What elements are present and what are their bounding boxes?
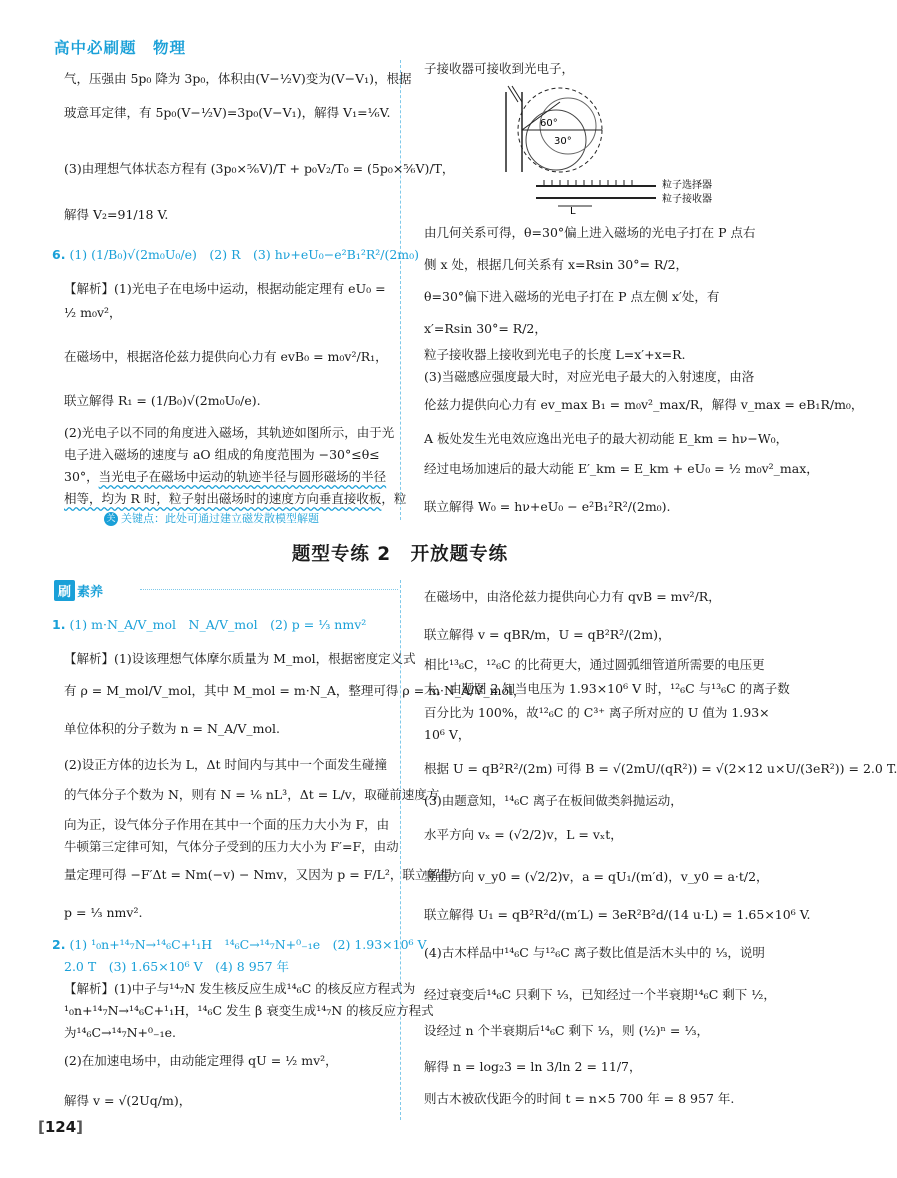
text-span: 30°， [64, 469, 99, 484]
selector-label: 粒子选择器 [662, 180, 712, 191]
text-line: 联立解得 W₀ = hν+eU₀ − e²B₁²R²/(2m₀). [424, 499, 671, 514]
answer-summary-cont: 2.0 T (3) 1.65×10⁶ V (4) 8 957 年 [64, 959, 290, 974]
text-line: 【解析】(1)设该理想气体摩尔质量为 M_mol，根据密度定义式 [64, 651, 416, 666]
text-line: A 板处发生光电效应逸出光电子的最大初动能 E_km = hν−W₀， [424, 431, 789, 446]
text-line: 联立解得 R₁ = (1/B₀)√(2m₀U₀/e). [64, 393, 261, 408]
text-span: ，粒 [381, 491, 407, 506]
text-line: 相比¹³₆C，¹²₆C 的比荷更大，通过圆弧细管道所需要的电压更 [424, 657, 765, 672]
angle-label: 60° [540, 118, 558, 129]
text-line [64, 490, 406, 508]
tab-dotted-rule [140, 589, 398, 590]
page-number-value: 124 [44, 1118, 77, 1136]
text-line: 单位体积的分子数为 n = N_A/V_mol. [64, 721, 280, 736]
question-number: 6. [52, 247, 66, 262]
text-line: 【解析】(1)中子与¹⁴₇N 发生核反应生成¹⁴₆C 的核反应方程式为 [64, 981, 416, 996]
text-line: 在磁场中，根据洛伦兹力提供向心力有 evB₀ = m₀v²/R₁， [64, 349, 388, 364]
key-point-icon: 关 [104, 512, 118, 526]
text-line: 经过衰变后¹⁴₆C 只剩下 ⅓，已知经过一个半衰期¹⁴₆C 剩下 ½， [424, 987, 776, 1002]
answer-summary: (1) (1/B₀)√(2m₀U₀/e) (2) R (3) hν+eU₀−e²B₁²R²/(2m₀) [69, 247, 420, 262]
text-line: (2)设正方体的边长为 L，Δt 时间内与其中一个面发生碰撞 [64, 757, 388, 772]
text-line: 气，压强由 5p₀ 降为 3p₀，体积由(V−½V)变为(V−V₁)，根据 [64, 71, 412, 86]
text-line: 解得 V₂=91/18 V. [64, 207, 169, 222]
text-line: (4)古木样品中¹⁴₆C 与¹²₆C 离子数比值是活木头中的 ⅓，说明 [424, 945, 765, 960]
text-line: 粒子接收器上接收到光电子的长度 L=x′+x=R. [424, 347, 686, 362]
text-line: 向为正，设气体分子作用在其中一个面的压力大小为 F，由 [64, 817, 390, 832]
text-line: 联立解得 U₁ = qB²R²d/(m′L) = 3eR²B²d/(14 u·L) = 1.65×10⁶ V. [424, 907, 811, 922]
text-line: 【解析】(1)光电子在电场中运动，根据动能定理有 eU₀ = [64, 281, 386, 296]
text-line: (2)在加速电场中，由动能定理得 qU = ½ mv²， [64, 1053, 338, 1068]
highlighted-text: 当光电子在磁场中运动的轨迹半径与圆形磁场的半径 [98, 469, 387, 484]
text-line: (2)光电子以不同的角度进入磁场，其轨迹如图所示，由于光 [64, 425, 395, 440]
length-label: L [570, 206, 576, 217]
text-line: 解得 n = log₂3 = ln 3/ln 2 = 11/7， [424, 1059, 642, 1074]
column-divider-top [400, 60, 401, 520]
text-line: 联立解得 v = qBR/m，U = qB²R²/(2m)， [424, 627, 671, 642]
text-line: 侧 x 处，根据几何关系有 x=Rsin 30°= R/2， [424, 257, 689, 272]
highlighted-text: 相等，均为 R 时，粒子射出磁场时的速度方向垂直接收板 [64, 491, 382, 506]
text-line: 10⁶ V， [424, 727, 471, 742]
text-line: θ=30°偏下进入磁场的光电子打在 P 点左侧 x′处，有 [424, 289, 720, 304]
key-point-note [104, 510, 319, 528]
text-line: 由几何关系可得，θ=30°偏上进入磁场的光电子打在 P 点右 [424, 225, 756, 240]
text-line: ½ m₀v²， [64, 305, 122, 320]
text-line: 在磁场中，由洛伦兹力提供向心力有 qvB = mv²/R， [424, 589, 721, 604]
answer-summary: (1) m·N_A/V_mol N_A/V_mol (2) p = ⅓ nmv² [69, 617, 367, 632]
tab-label: 素养 [77, 585, 104, 600]
answer-summary: (1) ¹₀n+¹⁴₇N→¹⁴₆C+¹₁H ¹⁴₆C→¹⁴₇N+⁰₋₁e (2) 1.93×10⁶ V [69, 937, 427, 952]
text-line: 水平方向 vₓ = (√2/2)v，L = vₓt， [424, 827, 623, 842]
note-text: 关键点：此处可通过建立磁发散模型解题 [121, 512, 319, 525]
text-line: 牛顿第三定律可知，气体分子受到的压力大小为 F′=F，由动 [64, 839, 399, 854]
text-line: 设经过 n 个半衰期后¹⁴₆C 剩下 ⅓，则 (½)ⁿ = ⅓， [424, 1023, 709, 1038]
text-line: 玻意耳定律，有 5p₀(V−½V)=3p₀(V−V₁)，解得 V₁=⅙V. [64, 105, 391, 120]
section-title: 题型专练 2 开放题专练 [291, 544, 509, 565]
question-number: 1. [52, 617, 66, 632]
text-line: 经过电场加速后的最大动能 E′_km = E_km + eU₀ = ½ m₀v²_max， [424, 461, 819, 476]
text-line: 伦兹力提供向心力有 ev_max B₁ = m₀v²_max/R，解得 v_max = eB₁R/m₀， [424, 397, 864, 412]
angle-label: 30° [554, 136, 572, 147]
page-number: [124] [38, 1118, 84, 1136]
text-line: 量定理可得 −F′Δt = Nm(−v) − Nmv，又因为 p = F/L²，联立解得 [64, 867, 453, 882]
text-line: (3)由题意知，¹⁴₆C 离子在板间做类斜抛运动， [424, 793, 683, 808]
section-tab [54, 580, 103, 601]
text-line: 竖直方向 v_y0 = (√2/2)v，a = qU₁/(m′d)，v_y0 = a·t/2， [424, 869, 769, 884]
text-line: 百分比为 100%，故¹²₆C 的 C³⁺ 离子所对应的 U 值为 1.93× [424, 705, 770, 720]
text-line: 解得 v = √(2Uq/m)， [64, 1093, 192, 1108]
text-line: 电子进入磁场的速度与 aO 组成的角度范围为 −30°≤θ≤ [64, 447, 380, 462]
text-line: 的气体分子个数为 N，则有 N = ⅙ nL³，Δt = L/v，取碰前速度方 [64, 787, 440, 802]
question-2-answer [52, 936, 427, 954]
question-1-answer [52, 616, 366, 634]
text-line: 则古木被砍伐距今的时间 t = n×5 700 年 = 8 957 年. [424, 1091, 735, 1106]
question-number: 2. [52, 937, 66, 952]
question-6-answer [52, 246, 419, 264]
text-line: (3)由理想气体状态方程有 (3p₀×⅚V)/T + p₀V₂/T₀ = (5p₀×⅚V)/T， [64, 161, 455, 176]
tab-badge: 刷 [54, 580, 75, 601]
text-line: (3)当磁感应强度最大时，对应光电子最大的入射速度，由洛 [424, 369, 755, 384]
text-line: 为¹⁴₆C→¹⁴₇N+⁰₋₁e. [64, 1025, 177, 1040]
text-line [64, 468, 386, 486]
text-line: x′=Rsin 30°= R/2， [424, 321, 547, 336]
magnetic-field-figure [496, 82, 756, 217]
text-line: 大，由题图 2 知当电压为 1.93×10⁶ V 时，¹²₆C 与¹³₆C 的离子数 [424, 681, 790, 696]
receiver-label: 粒子接收器 [662, 194, 712, 205]
text-line: p = ⅓ nmv². [64, 905, 143, 920]
page-header: 高中必刷题 物理 [54, 39, 187, 57]
text-line: 根据 U = qB²R²/(2m) 可得 B = √(2mU/(qR²)) = √(2×12 u×U/(3eR²)) = 2.0 T. [424, 761, 897, 776]
text-line: 子接收器可接收到光电子， [424, 61, 575, 76]
text-line: 有 ρ = M_mol/V_mol，其中 M_mol = m·N_A，整理可得 ρ = m·N_A/V_mol， [64, 683, 526, 698]
text-line: ¹₀n+¹⁴₇N→¹⁴₆C+¹₁H，¹⁴₆C 发生 β 衰变生成¹⁴₇N 的核反应方程式 [64, 1003, 434, 1018]
